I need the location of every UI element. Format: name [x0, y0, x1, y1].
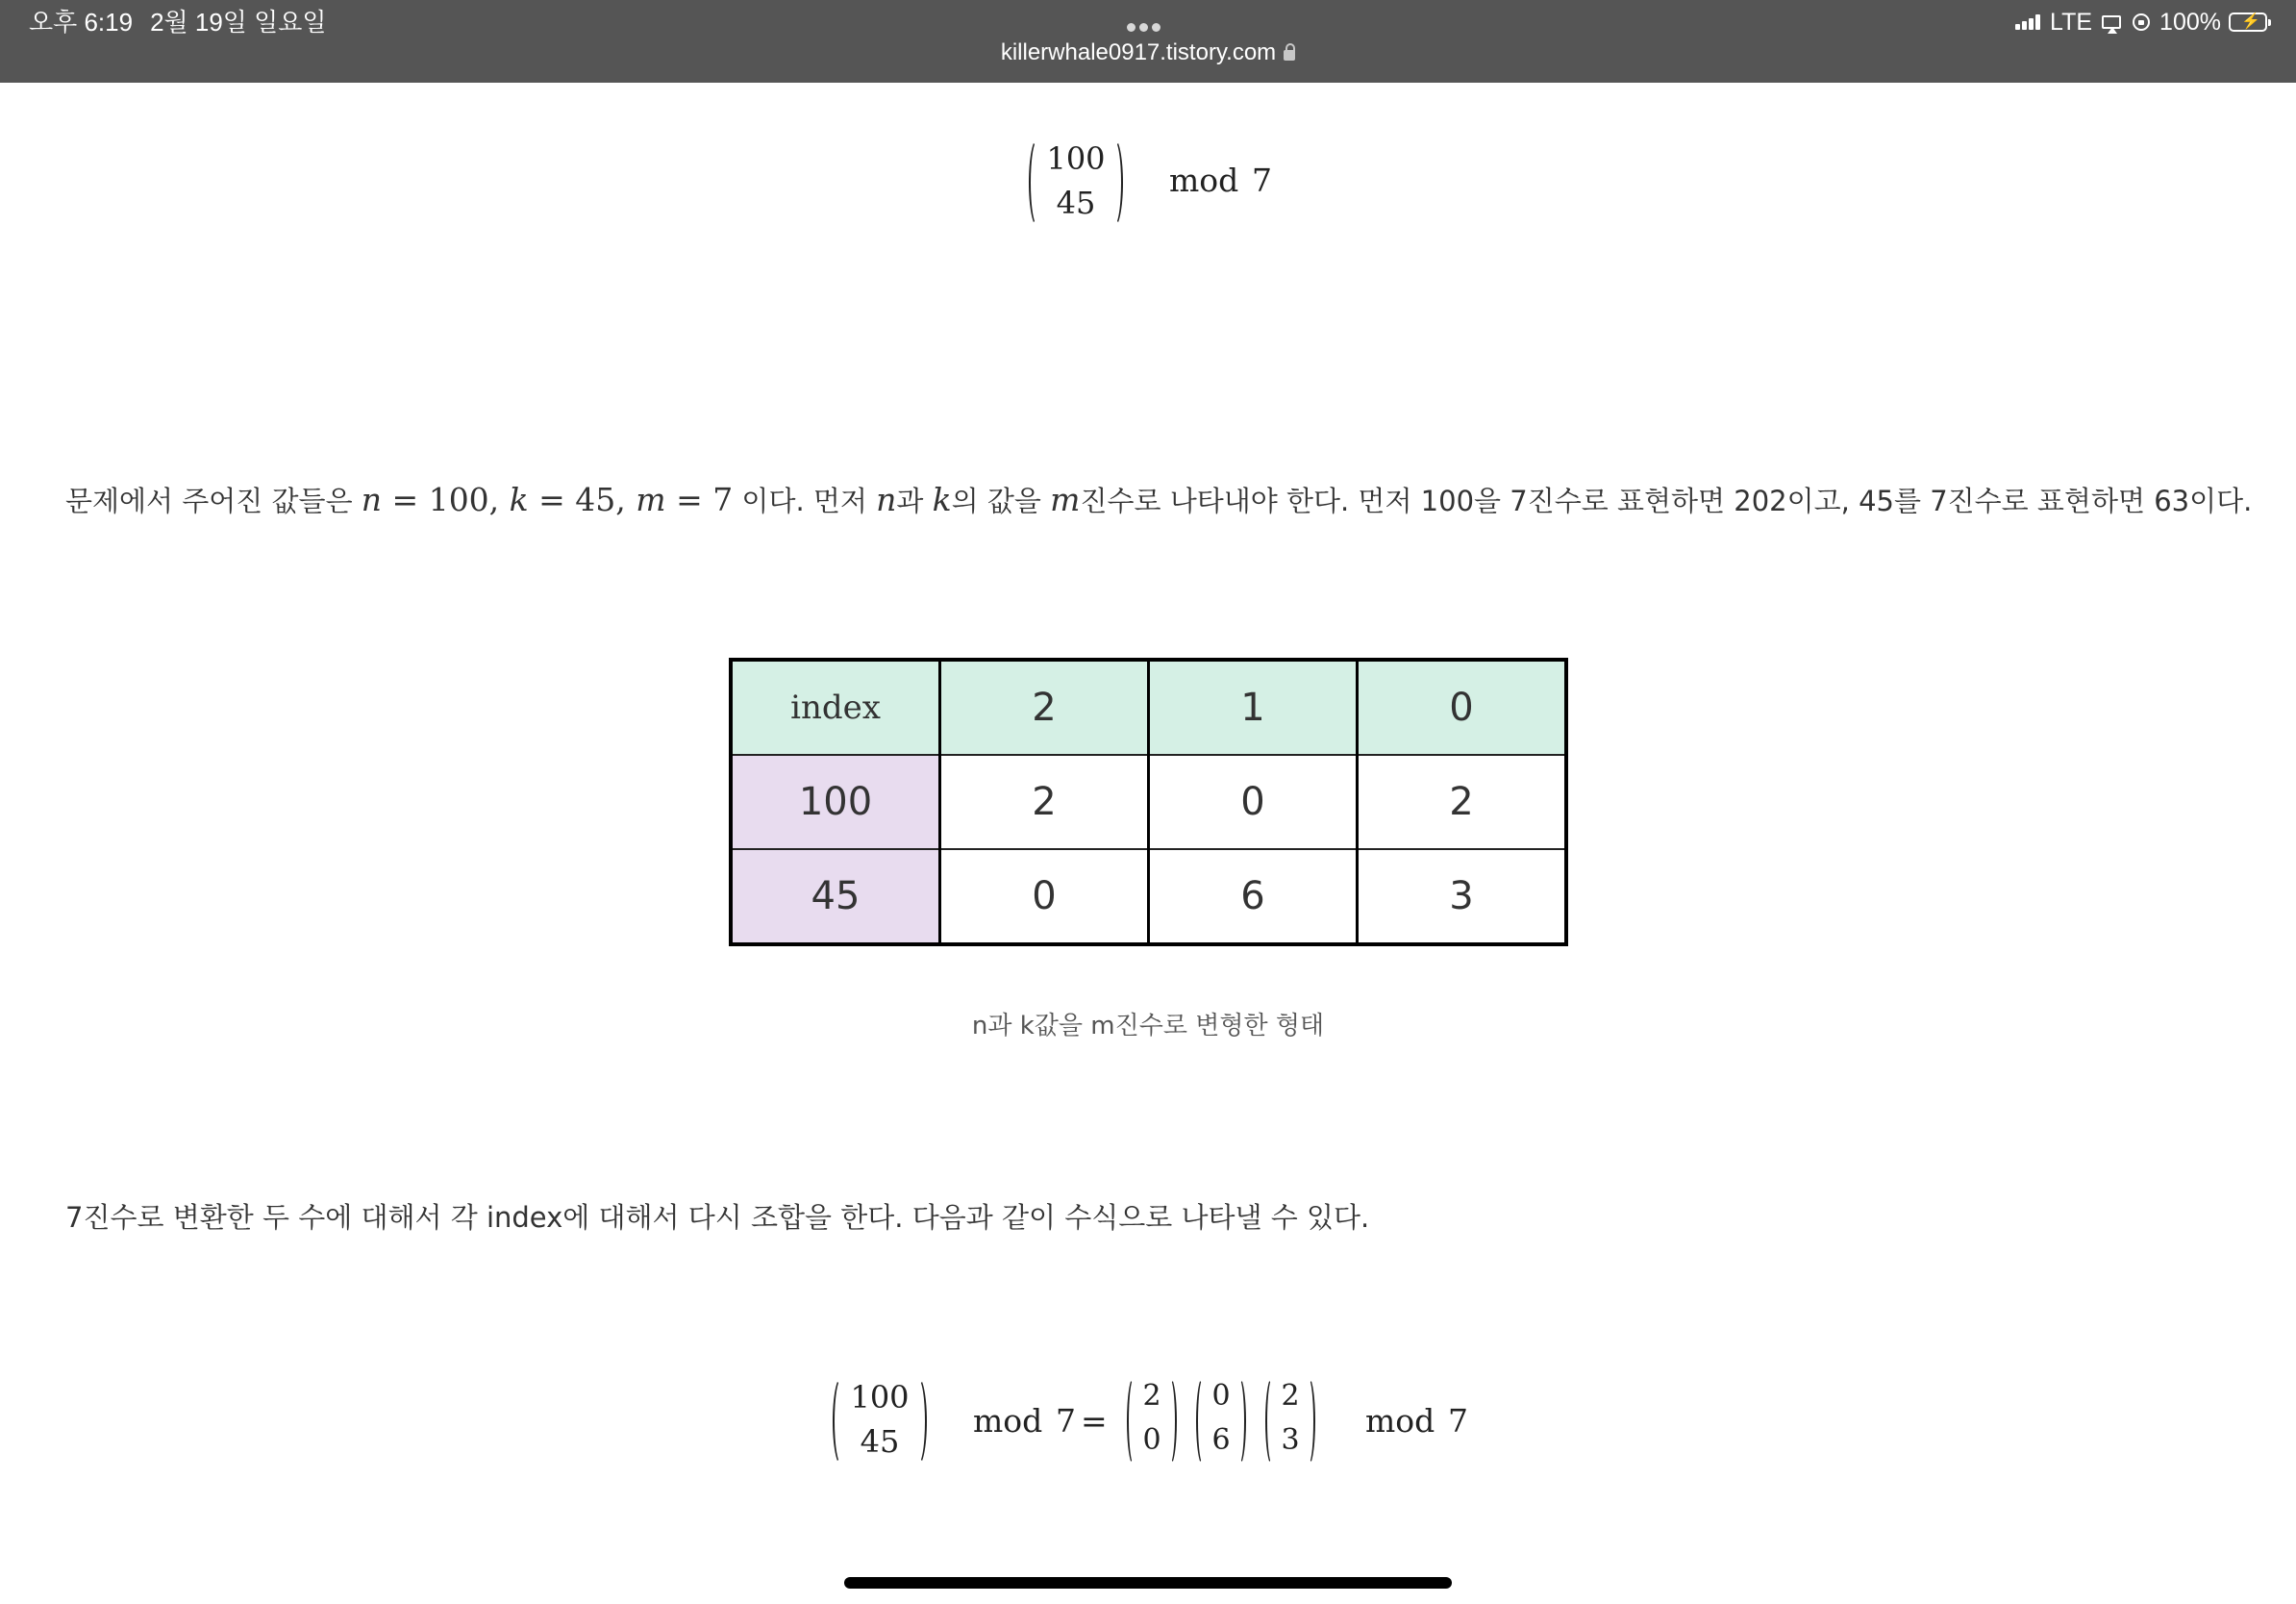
- table-cell: 0: [1149, 755, 1358, 849]
- binom-bottom: 45: [1056, 185, 1096, 221]
- binomial-term: [1127, 1377, 1177, 1466]
- more-dots-icon[interactable]: [1127, 17, 1169, 27]
- table-header-row: [731, 660, 1566, 755]
- paragraph-intro: 문제에서 주어진 값들은 n = 100, k = 45, m = 7 이다. 먼저 n과 k의 값을 m진수로 나타내야 한다. 먼저 100을 7진수로 표현하면 202이고, 45를 7진수로 표현하면 63이다.: [65, 481, 2253, 518]
- binom-top: 0: [1211, 1379, 1231, 1413]
- binom-bottom: 0: [1142, 1423, 1161, 1457]
- table-header-cell: 1: [1149, 660, 1358, 755]
- mod-operator: mod: [1169, 162, 1239, 199]
- binom-bottom: 6: [1211, 1423, 1231, 1457]
- status-time-text: 오후 6:19: [29, 8, 134, 37]
- screen-mirroring-icon: [2102, 15, 2121, 29]
- table-row-label: 45: [731, 849, 940, 944]
- battery-icon: ⚡: [2229, 13, 2267, 32]
- network-type: LTE: [2050, 8, 2093, 36]
- binom-top: 100: [850, 1379, 910, 1416]
- binom-bottom: 45: [860, 1423, 900, 1460]
- base-conversion-table: [729, 658, 1568, 946]
- modulus-value: 7: [1056, 1402, 1076, 1440]
- table-row: [731, 755, 1566, 849]
- status-date: 2월 19일 일요일: [150, 8, 327, 37]
- equals-sign: =: [1081, 1402, 1108, 1440]
- paragraph-combination: 7진수로 변환한 두 수에 대해서 각 index에 대해서 다시 조합을 한다. 다음과 같이 수식으로 나타낼 수 있다.: [65, 1201, 1370, 1234]
- mod-operator: mod: [1365, 1402, 1435, 1440]
- address-bar[interactable]: [0, 38, 2296, 67]
- table-header-cell: 0: [1358, 660, 1567, 755]
- table-header-cell: index: [731, 660, 940, 755]
- table-caption: n과 k값을 m진수로 변형한 형태: [971, 1012, 1325, 1040]
- table-cell: 2: [940, 755, 1149, 849]
- binom-top: 100: [1046, 140, 1106, 177]
- binomial-term: [1265, 1377, 1315, 1466]
- lock-icon: [1284, 50, 1295, 61]
- url-text: killerwhale0917.tistory.com: [1000, 39, 1277, 65]
- table-row: [731, 849, 1566, 944]
- home-indicator[interactable]: [844, 1577, 1452, 1589]
- rotation-lock-icon: [2133, 13, 2150, 31]
- binomial-100-45: [1029, 138, 1123, 227]
- table-cell: 6: [1149, 849, 1358, 944]
- status-indicators: [2015, 8, 2267, 37]
- binomial-term: [1196, 1377, 1246, 1466]
- table-header-cell: 2: [940, 660, 1149, 755]
- table-cell: 0: [940, 849, 1149, 944]
- signal-icon: [2015, 14, 2042, 30]
- status-bar: [0, 0, 2296, 83]
- modulus-value: 7: [1448, 1402, 1468, 1440]
- battery-percent: 100%: [2159, 8, 2221, 36]
- mod-operator: mod: [973, 1402, 1043, 1440]
- binomial-100-45: [833, 1377, 927, 1466]
- table-cell: 2: [1358, 755, 1567, 849]
- status-time: [29, 8, 326, 37]
- binom-top: 2: [1142, 1379, 1161, 1413]
- binom-top: 2: [1281, 1379, 1300, 1413]
- modulus-value: 7: [1252, 162, 1272, 199]
- table-row-label: 100: [731, 755, 940, 849]
- table-cell: 3: [1358, 849, 1567, 944]
- binom-bottom: 3: [1281, 1423, 1300, 1457]
